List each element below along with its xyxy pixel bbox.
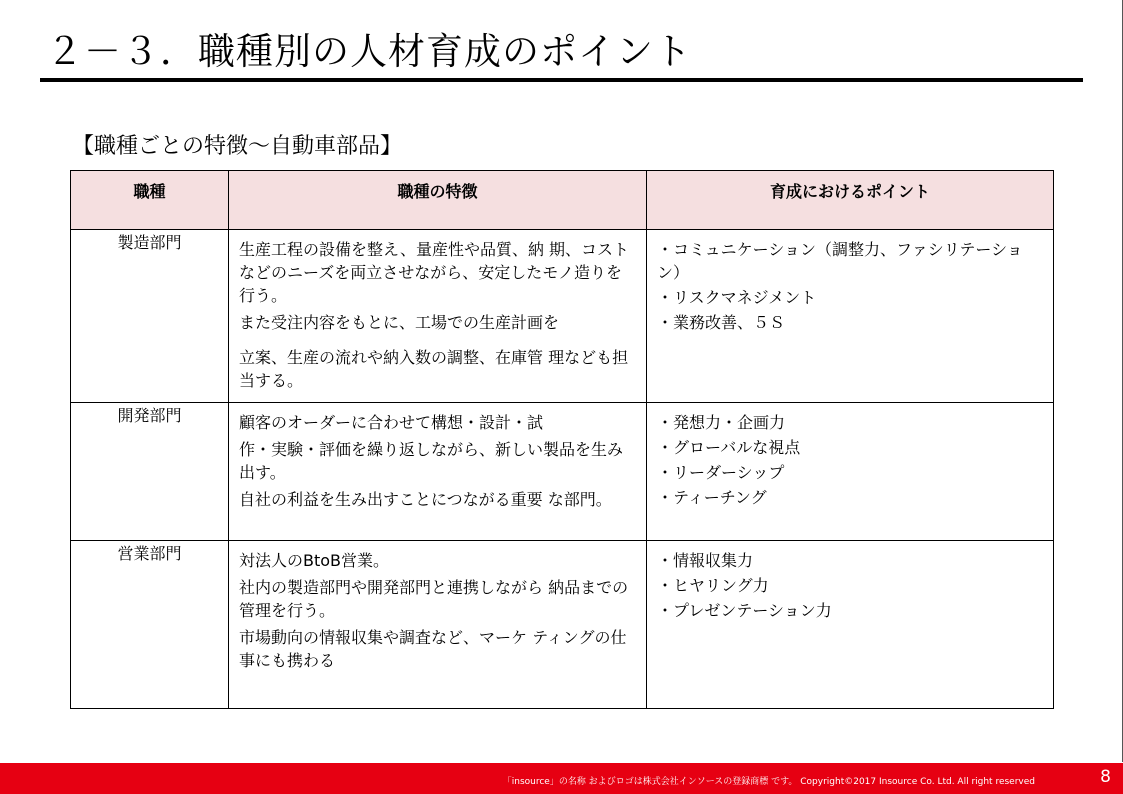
table-header-row bbox=[71, 171, 1054, 230]
feature-text: 社内の製造部門や開発部門と連携しながら 納品までの管理を行う。 bbox=[239, 578, 629, 620]
role-table bbox=[70, 170, 1054, 709]
feature-text: 顧客のオーダーに合わせて構想・設計・試 bbox=[239, 413, 544, 432]
feature-text: 立案、生産の流れや納入数の調整、在庫管 理なども担当する。 bbox=[239, 348, 629, 390]
point-item: ・グローバルな視点 bbox=[657, 438, 801, 457]
header-features: 職種の特徴 bbox=[229, 171, 647, 230]
table-row-manufacturing bbox=[71, 230, 1054, 403]
point-item: ・コミュニケーション（調整力、ファシリテーション） bbox=[657, 240, 1023, 282]
point-item: ・リスクマネジメント bbox=[657, 288, 817, 307]
feature-text: 作・実験・評価を繰り返しながら、新しい製品を生み出す。 bbox=[239, 440, 624, 482]
role-cell: 開発部門 bbox=[71, 403, 229, 541]
feature-text: また受注内容をもとに、工場での生産計画を bbox=[239, 313, 560, 332]
table-row-sales bbox=[71, 541, 1054, 709]
points-cell bbox=[647, 541, 1054, 709]
slide-title: ２－３．職種別の人材育成のポイント bbox=[46, 30, 692, 73]
features-cell bbox=[229, 403, 647, 541]
feature-text: 対法人のBtoB営業。 bbox=[239, 551, 390, 570]
table-row-development bbox=[71, 403, 1054, 541]
features-cell bbox=[229, 230, 647, 403]
point-item: ・プレゼンテーション力 bbox=[657, 601, 832, 620]
features-cell bbox=[229, 541, 647, 709]
role-cell: 製造部門 bbox=[71, 230, 229, 403]
point-item: ・業務改善、５Ｓ bbox=[657, 313, 786, 332]
copyright-text: 「insource」の名称 およびロゴは株式会社インソースの登録商標 です。 Copyright©2017 Insource Co. Ltd. All right reserved bbox=[502, 777, 1035, 787]
points-cell bbox=[647, 230, 1054, 403]
point-item: ・リーダーシップ bbox=[657, 463, 785, 482]
point-item: ・ティーチング bbox=[657, 488, 767, 507]
feature-text: 生産工程の設備を整え、量産性や品質、納 期、コストなどのニーズを両立させながら、安定したモノ造りを行う。 bbox=[239, 240, 630, 305]
header-points: 育成におけるポイント bbox=[647, 171, 1054, 230]
feature-text: 市場動向の情報収集や調査など、マーケ ティングの仕事にも携わる bbox=[239, 628, 627, 670]
feature-text: 自社の利益を生み出すことにつながる重要 な部門。 bbox=[239, 490, 612, 509]
points-cell bbox=[647, 403, 1054, 541]
header-role: 職種 bbox=[71, 171, 229, 230]
title-underline bbox=[40, 78, 1083, 82]
point-item: ・発想力・企画力 bbox=[657, 413, 786, 432]
point-item: ・情報収集力 bbox=[657, 551, 754, 570]
point-item: ・ヒヤリング力 bbox=[657, 576, 769, 595]
section-subtitle: 【職種ごとの特徴～自動車部品】 bbox=[72, 134, 403, 159]
page-number: 8 bbox=[1100, 767, 1111, 787]
footer-bar bbox=[0, 763, 1123, 794]
role-cell: 営業部門 bbox=[71, 541, 229, 709]
